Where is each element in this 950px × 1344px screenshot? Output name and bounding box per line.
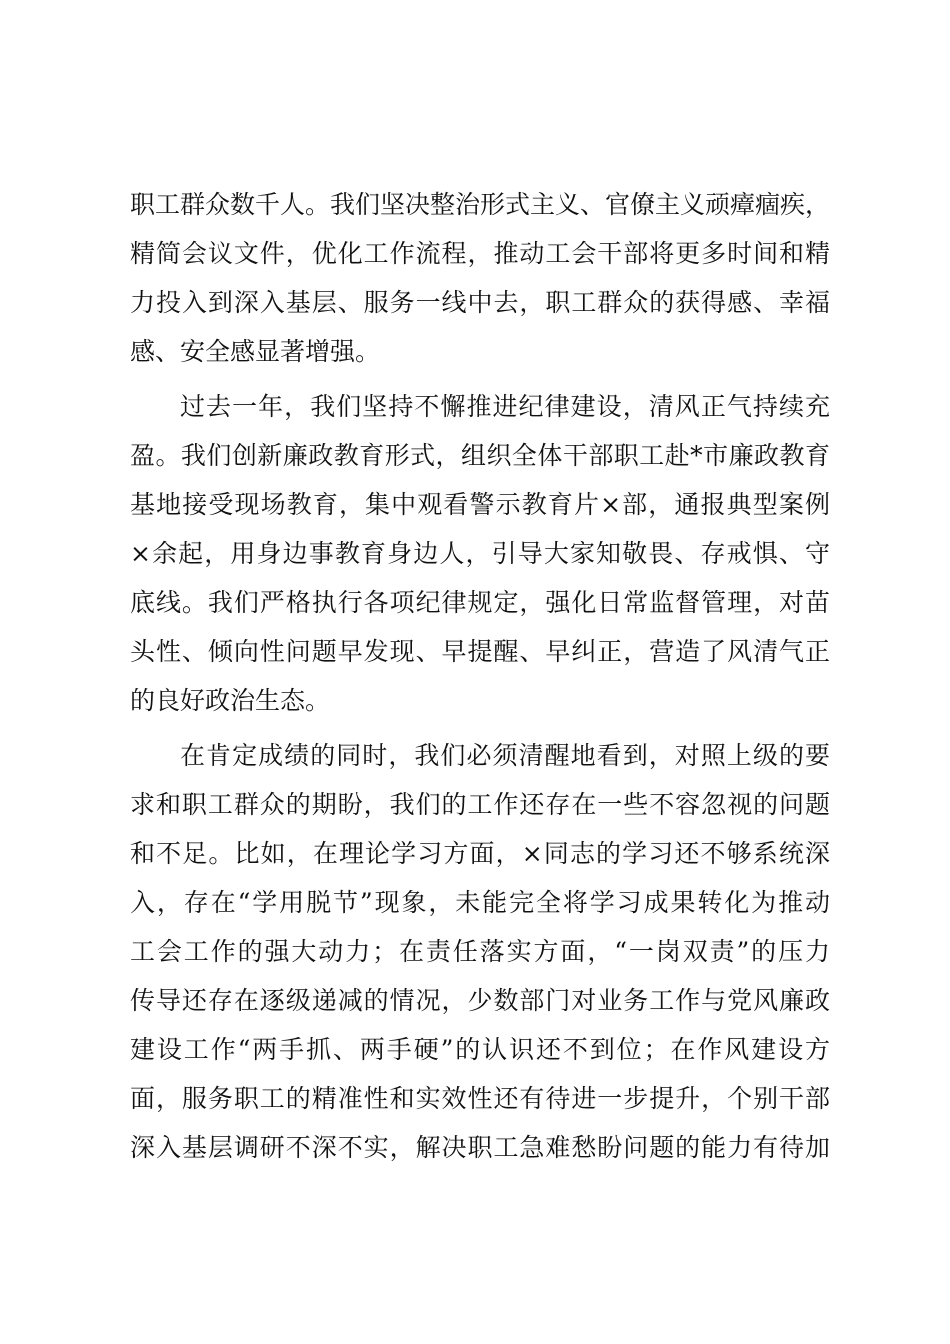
text-line: 精简会议文件，优化工作流程，推动工会干部将更多时间和精 xyxy=(130,239,830,268)
text-line: 深入基层调研不深不实，解决职工急难愁盼问题的能力有待加 xyxy=(130,1133,830,1162)
text-line: 盈。我们创新廉政教育形式，组织全体干部职工赴*市廉政教育 xyxy=(130,441,830,470)
document-body xyxy=(130,180,830,1172)
text-line: 入，存在“学用脱节”现象，未能完全将学习成果转化为推动 xyxy=(130,888,830,917)
text-line: 感、安全感显著增强。 xyxy=(130,337,381,366)
text-line: 职工群众数千人。我们坚决整治形式主义、官僚主义顽瘴痼疾， xyxy=(130,190,831,219)
text-line: 和不足。比如，在理论学习方面，×同志的学习还不够系统深 xyxy=(130,839,830,868)
text-line: 力投入到深入基层、服务一线中去，职工群众的获得感、幸福 xyxy=(130,288,830,317)
text-line: 基地接受现场教育，集中观看警示教育片×部，通报典型案例 xyxy=(130,490,830,519)
text-line: 求和职工群众的期盼，我们的工作还存在一些不容忽视的问题 xyxy=(130,790,830,819)
text-line: 建设工作“两手抓、两手硬”的认识还不到位；在作风建设方 xyxy=(130,1035,830,1064)
text-line: 面，服务职工的精准性和实效性还有待进一步提升，个别干部 xyxy=(130,1084,830,1113)
text-line: 头性、倾向性问题早发现、早提醒、早纠正，营造了风清气正 xyxy=(130,637,830,666)
text-line: ×余起，用身边事教育身边人，引导大家知敬畏、存戒惧、守 xyxy=(130,539,830,568)
text-line: 工会工作的强大动力；在责任落实方面，“一岗双责”的压力 xyxy=(130,937,830,966)
text-line: 底线。我们严格执行各项纪律规定，强化日常监督管理，对苗 xyxy=(130,588,830,617)
text-line: 过去一年，我们坚持不懈推进纪律建设，清风正气持续充 xyxy=(180,392,830,421)
paragraph-3 xyxy=(130,731,830,1172)
text-line: 在肯定成绩的同时，我们必须清醒地看到，对照上级的要 xyxy=(180,741,830,770)
paragraph-2 xyxy=(130,382,830,725)
paragraph-1 xyxy=(130,180,830,376)
text-line: 传导还存在逐级递减的情况，少数部门对业务工作与党风廉政 xyxy=(130,986,830,1015)
text-line: 的良好政治生态。 xyxy=(130,686,331,715)
